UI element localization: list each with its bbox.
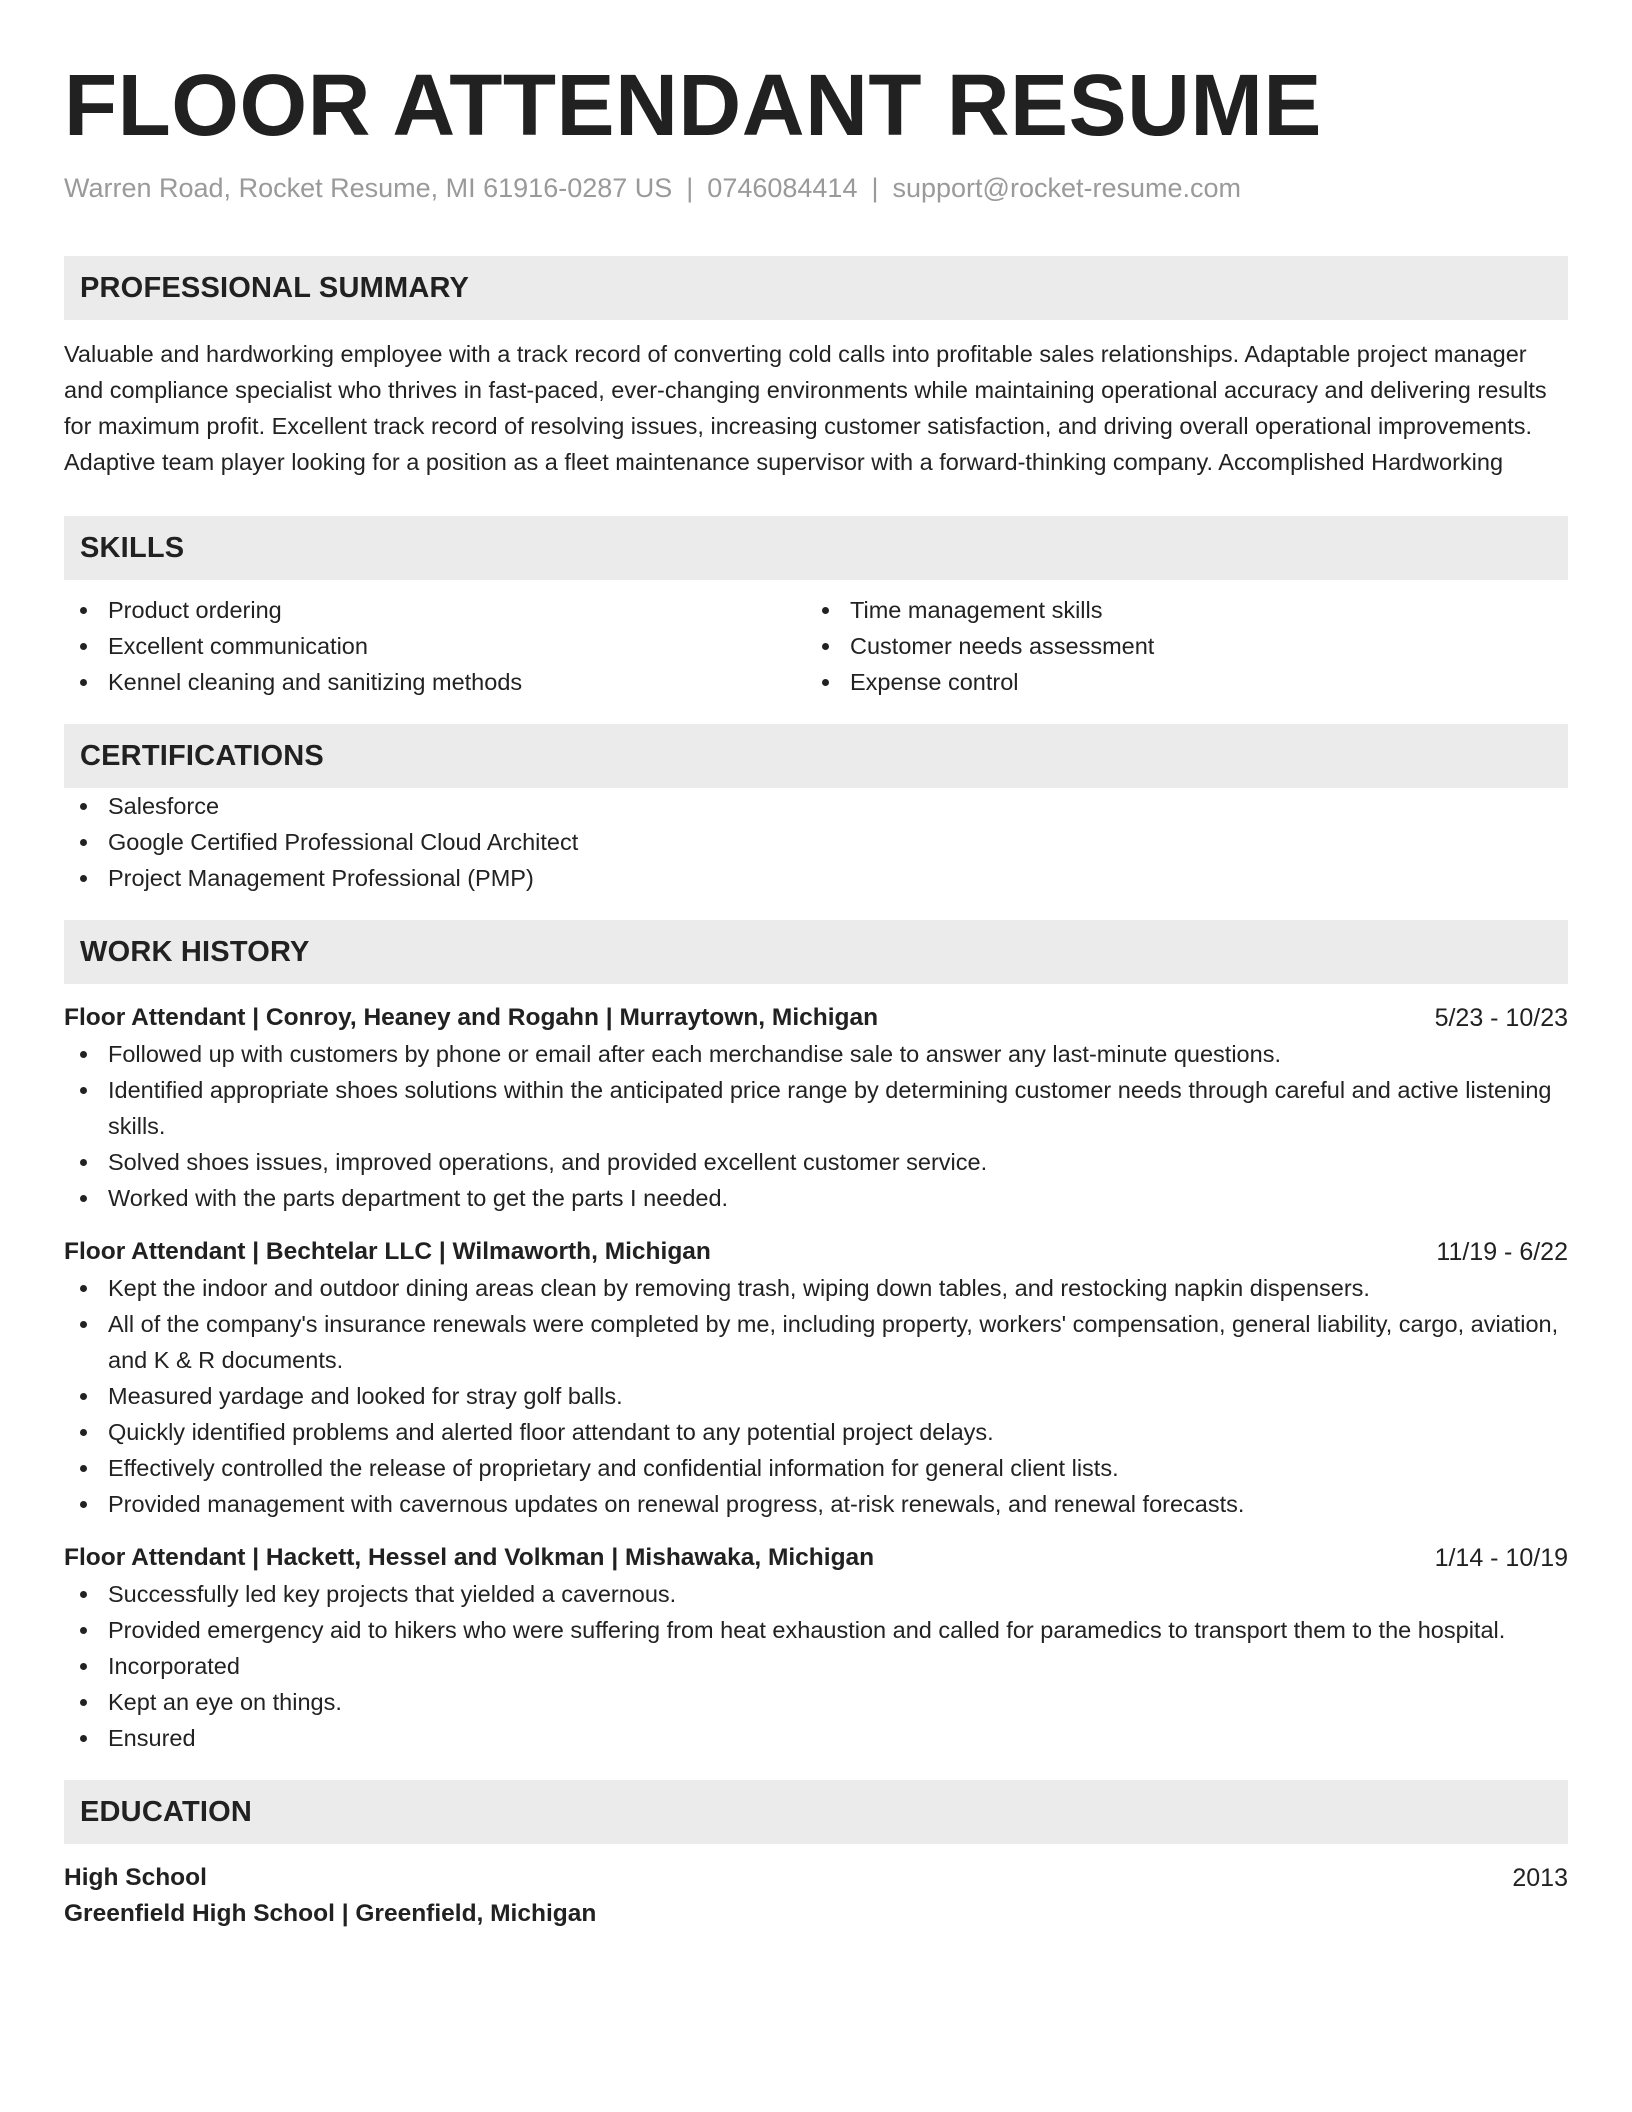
job-bullet: Provided emergency aid to hikers who were suffering from heat exhaustion and called for paramedics to transport them to the hospital.: [64, 1612, 1568, 1648]
job-title: Floor Attendant | Bechtelar LLC | Wilmaworth, Michigan: [64, 1238, 711, 1265]
job-bullets: [64, 1270, 1568, 1522]
job-dates: 1/14 - 10/19: [1434, 1544, 1568, 1572]
section-header-education: EDUCATION: [64, 1780, 1568, 1844]
job-bullet: Followed up with customers by phone or email after each merchandise sale to answer any last-minute questions.: [64, 1036, 1568, 1072]
certification-item: Google Certified Professional Cloud Architect: [64, 824, 1568, 860]
contact-phone: 0746084414: [707, 173, 858, 203]
job-bullets: [64, 1036, 1568, 1216]
certifications-list: [64, 788, 1568, 896]
skill-item: Customer needs assessment: [806, 628, 1548, 664]
contact-address: Warren Road, Rocket Resume, MI 61916-0287 US: [64, 173, 673, 203]
job-bullet: Quickly identified problems and alerted floor attendant to any potential project delays.: [64, 1414, 1568, 1450]
education-year: 2013: [1512, 1864, 1568, 1892]
job-header: [64, 1000, 1568, 1036]
resume-page: [64, 56, 1568, 1932]
job-bullet: Effectively controlled the release of proprietary and confidential information for general client lists.: [64, 1450, 1568, 1486]
job-entry: [64, 1234, 1568, 1522]
job-bullet: Kept the indoor and outdoor dining areas clean by removing trash, wiping down tables, and restocking napkin dispensers.: [64, 1270, 1568, 1306]
education-entry: [64, 1860, 1568, 1896]
job-dates: 11/19 - 6/22: [1436, 1238, 1568, 1266]
section-header-summary: PROFESSIONAL SUMMARY: [64, 256, 1568, 320]
skill-item: Excellent communication: [64, 628, 806, 664]
contact-email: support@rocket-resume.com: [892, 173, 1242, 203]
job-bullet: Solved shoes issues, improved operations, and provided excellent customer service.: [64, 1144, 1568, 1180]
job-bullet: All of the company's insurance renewals were completed by me, including property, workers' compensation, general liability, cargo, aviation, and K & R documents.: [64, 1306, 1568, 1378]
resume-title: FLOOR ATTENDANT RESUME: [64, 57, 1322, 154]
contact-separator: |: [686, 173, 694, 203]
job-entry: [64, 1000, 1568, 1216]
skills-column-left: [64, 592, 806, 700]
education-degree: High School: [64, 1864, 207, 1891]
summary-text: Valuable and hardworking employee with a track record of converting cold calls into profitable sales relationships. Adaptable project manager and compliance specialist who thrives in fast-paced, ever-changing environments while maintaining operational accuracy and delivering results for maximum profit. Excellent track record of resolving issues, increasing customer satisfaction, and driving overall operational improvements. Adaptive team player looking for a position as a fleet maintenance supervisor with a forward-thinking company. Accomplished Hardworking: [64, 341, 1547, 475]
job-header: [64, 1234, 1568, 1270]
skill-item: Product ordering: [64, 592, 806, 628]
section-header-skills: SKILLS: [64, 516, 1568, 580]
job-bullet: Identified appropriate shoes solutions within the anticipated price range by determining customer needs through careful and active listening skills.: [64, 1072, 1568, 1144]
job-title: Floor Attendant | Conroy, Heaney and Rogahn | Murraytown, Michigan: [64, 1004, 879, 1031]
contact-line: [64, 170, 1568, 206]
skill-item: Kennel cleaning and sanitizing methods: [64, 664, 806, 700]
job-entry: [64, 1540, 1568, 1756]
skills-list: [64, 592, 1568, 700]
certification-item: Salesforce: [64, 788, 1568, 824]
education-school: Greenfield High School | Greenfield, Michigan: [64, 1900, 597, 1927]
job-title: Floor Attendant | Hackett, Hessel and Volkman | Mishawaka, Michigan: [64, 1544, 875, 1571]
work-history-list: [64, 1000, 1568, 1756]
job-bullet: Measured yardage and looked for stray golf balls.: [64, 1378, 1568, 1414]
certification-item: Project Management Professional (PMP): [64, 860, 1568, 896]
contact-separator: |: [871, 173, 879, 203]
skill-item: Time management skills: [806, 592, 1548, 628]
skill-item: Expense control: [806, 664, 1548, 700]
job-bullet: Incorporated: [64, 1648, 1568, 1684]
job-header: [64, 1540, 1568, 1576]
section-header-certifications: CERTIFICATIONS: [64, 724, 1568, 788]
job-bullet: Provided management with cavernous updates on renewal progress, at-risk renewals, and renewal forecasts.: [64, 1486, 1568, 1522]
job-bullet: Ensured: [64, 1720, 1568, 1756]
job-dates: 5/23 - 10/23: [1434, 1004, 1568, 1032]
job-bullets: [64, 1576, 1568, 1756]
skills-column-right: [806, 592, 1548, 700]
job-bullet: Kept an eye on things.: [64, 1684, 1568, 1720]
section-header-work-history: WORK HISTORY: [64, 920, 1568, 984]
job-bullet: Successfully led key projects that yielded a cavernous.: [64, 1576, 1568, 1612]
job-bullet: Worked with the parts department to get the parts I needed.: [64, 1180, 1568, 1216]
